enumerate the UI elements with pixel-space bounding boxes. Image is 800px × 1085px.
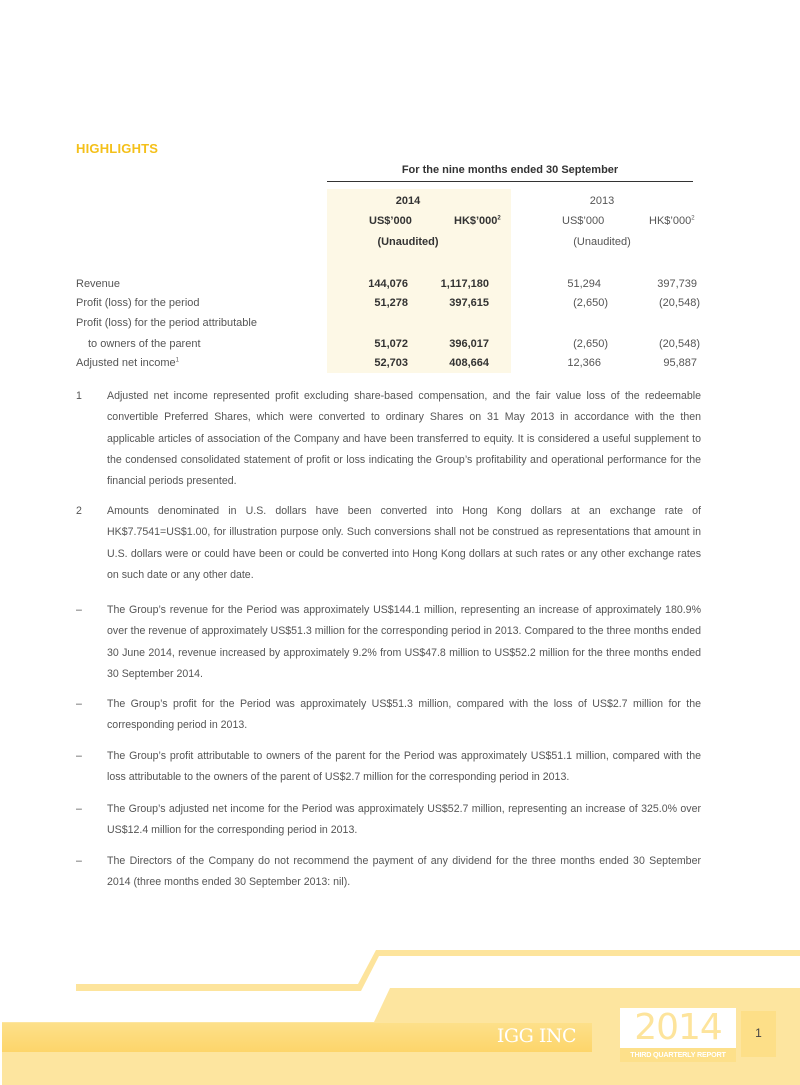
cell-hk-2014: 1,117,180 — [440, 278, 489, 290]
cell-hk-2014: 397,615 — [449, 297, 489, 309]
bullet-adjusted-net-income — [76, 799, 701, 842]
bullet-text: The Directors of the Company do not recommend the payment of any dividend for the three months ended 30 September 2014 (three months ended 30 September 2013: nil). — [107, 855, 701, 889]
cell-hk-2013: 95,887 — [663, 357, 697, 369]
cell-hk-2013: 397,739 — [657, 278, 697, 290]
cell-us-2013: 51,294 — [567, 278, 601, 290]
dash-bullet-icon: – — [76, 604, 82, 616]
year-header-2013: 2013 — [589, 195, 615, 207]
currency-header-hk-2014: $HK\$’000^2$ — [454, 215, 501, 227]
cell-us-2013: 12,366 — [567, 357, 601, 369]
dash-bullet-icon: – — [76, 803, 82, 815]
row-label: Adjusted net income$^1$ — [76, 357, 180, 369]
footnote-2 — [76, 501, 701, 586]
footnote-text: Adjusted net income represented profit excluding share-based compensation, and the fair value loss of the redeemable convertible Preferred Shares, which were converted to ordinary Shares on 31 May 2013 in accordance with the then applicable articles of association of the Company and have been transferred to equity. It is considered a useful supplement to the condensed consolidated statement of profit or loss indicating the Group’s profitability and operational performance for the financial periods presented. — [107, 390, 701, 488]
currency-header-us-2013: US$’000 — [562, 215, 605, 227]
footnote-1 — [76, 386, 701, 492]
row-label: to owners of the parent — [88, 338, 201, 350]
page-number-box — [741, 1011, 776, 1057]
period-rule — [327, 181, 693, 182]
dash-bullet-icon: – — [76, 855, 82, 867]
cell-us-2013: (2,650) — [573, 297, 608, 309]
footnote-text: Amounts denominated in U.S. dollars have been converted into Hong Kong dollars at an exchange rate of HK$7.7541=US$1.00, for illustration purpose only. Such conversions shall not be construed as representations that amount in U.S. dollars were or could have been or could be converted into Hong Kong dollars at such rates or any other exchange rates on such date or any other date. — [107, 505, 701, 581]
bullet-profit — [76, 694, 701, 737]
unaudited-2014: (Unaudited) — [377, 236, 439, 248]
bullet-text: The Group’s profit attributable to owners of the parent for the Period was approximately US$51.1 million, compared with the loss attributable to the owners of the parent of US$2.7 million for the corresponding period in 2013. — [107, 750, 701, 784]
row-label: Revenue — [76, 278, 121, 290]
row-label: Profit (loss) for the period attributable — [76, 317, 257, 329]
dash-bullet-icon: – — [76, 750, 82, 762]
unaudited-2013: (Unaudited) — [573, 236, 631, 248]
cell-us-2014: 144,076 — [368, 278, 408, 290]
bullet-text: The Group’s revenue for the Period was approximately US$144.1 million, representing an increase of approximately 180.9% over the revenue of approximately US$51.3 million for the corresponding period in 2013. Compared to the three months ended 30 June 2014, revenue increased by approximately 9.2% from US$47.8 million to US$52.2 million for the three months ended 30 September 2014. — [107, 604, 701, 680]
cell-us-2013: (2,650) — [573, 338, 608, 350]
bullet-text: The Group’s profit for the Period was approximately US$51.3 million, compared with the loss of US$2.7 million for the corresponding period in 2013. — [107, 698, 701, 732]
currency-header-hk-2013: $HK\$’000^2$ — [649, 215, 695, 227]
row-label: Profit (loss) for the period — [76, 297, 200, 309]
cell-hk-2014: 396,017 — [449, 338, 489, 350]
logo-year: 2014 — [620, 1008, 736, 1048]
cell-hk-2013: (20,548) — [659, 338, 700, 350]
bullet-revenue — [76, 600, 701, 685]
bullet-text: The Group’s adjusted net income for the Period was approximately US$52.7 million, representing an increase of 325.0% over US$12.4 million for the corresponding period in 2013. — [107, 803, 701, 837]
page-number: 1 — [755, 1026, 762, 1040]
cell-us-2014: 51,072 — [374, 338, 408, 350]
currency-header-us-2014: US$’000 — [369, 215, 412, 227]
dash-bullet-icon: – — [76, 698, 82, 710]
company-name: IGG INC — [496, 1025, 576, 1047]
period-title: For the nine months ended 30 September — [401, 164, 619, 176]
footnote-marker: 2 — [76, 505, 82, 517]
cell-hk-2013: (20,548) — [659, 297, 700, 309]
logo-subtitle: THIRD QUARTERLY REPORT — [620, 1048, 736, 1062]
cell-us-2014: 51,278 — [374, 297, 408, 309]
bullet-dividend — [76, 851, 701, 894]
footnote-marker: 1 — [76, 390, 82, 402]
section-heading: HIGHLIGHTS — [76, 141, 159, 156]
cell-us-2014: 52,703 — [374, 357, 408, 369]
report-logo — [620, 1008, 736, 1064]
cell-hk-2014: 408,664 — [449, 357, 489, 369]
bullet-profit-attributable — [76, 746, 701, 789]
year-header-2014: 2014 — [395, 195, 421, 207]
